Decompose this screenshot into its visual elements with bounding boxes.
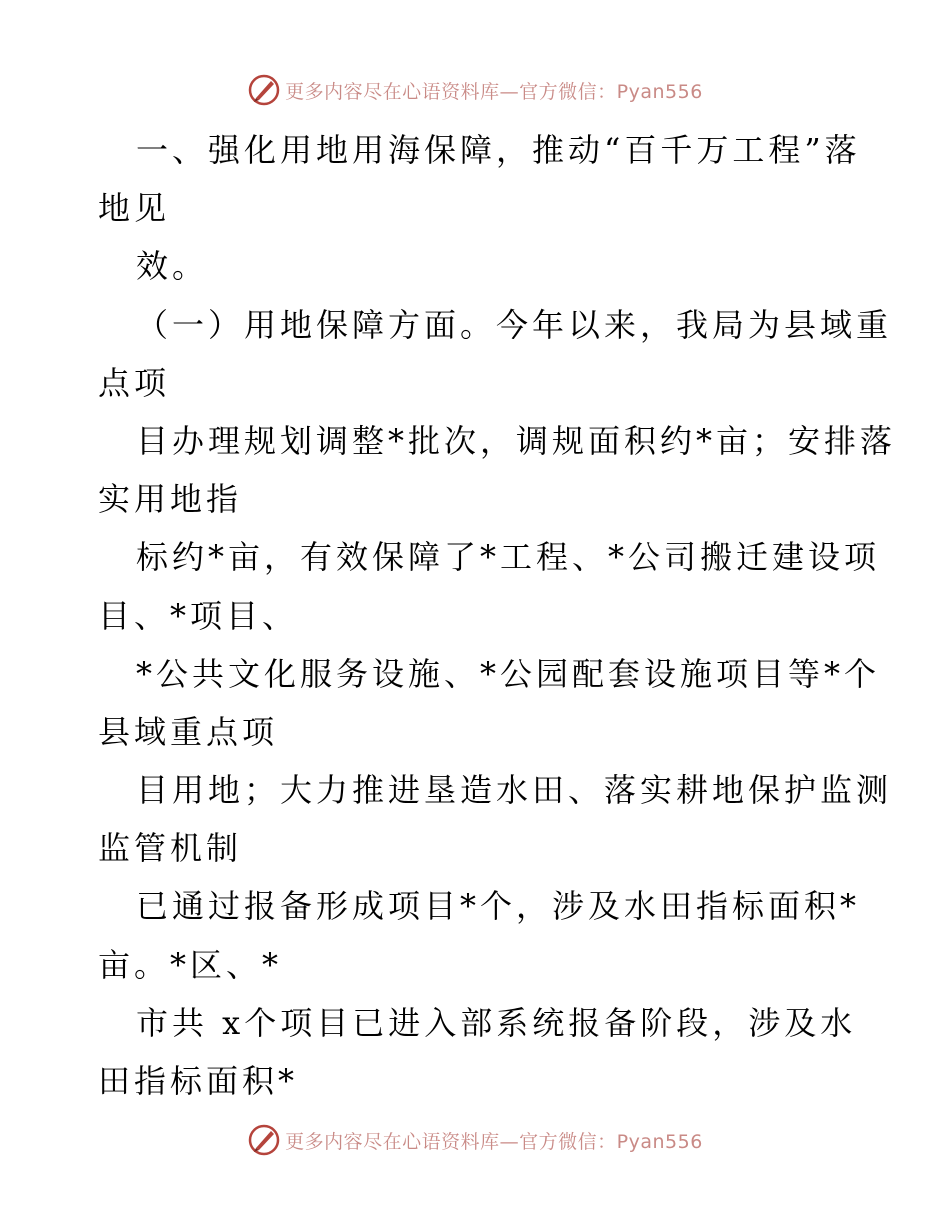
text-line: 地见 xyxy=(98,189,171,228)
text-line: 实用地指 xyxy=(98,480,243,519)
text-line: （一）用地保障方面。今年以来，我局为县域重 xyxy=(136,305,893,344)
text-line: *公共文化服务设施、*公园配套设施项目等*个 xyxy=(136,654,881,693)
quill-logo-icon xyxy=(247,1123,281,1157)
text-line: 标约*亩，有效保障了*工程、*公司搬迁建设项 xyxy=(136,538,881,577)
watermark-text: 更多内容尽在心语资料库—官方微信：Pyan556 xyxy=(285,1130,703,1153)
text-line: 效。 xyxy=(136,247,209,286)
text-line: 目用地；大力推进垦造水田、落实耕地保护监测 xyxy=(136,771,893,810)
text-line: 目办理规划调整*批次，调规面积约*亩；安排落 xyxy=(136,421,897,460)
watermark-text: 更多内容尽在心语资料库—官方微信：Pyan556 xyxy=(285,80,703,103)
quill-logo-icon xyxy=(247,73,281,107)
text-line: 已通过报备形成项目*个，涉及水田指标面积* xyxy=(136,887,861,926)
text-line: 田指标面积* xyxy=(98,1062,299,1100)
text-line: 目、*项目、 xyxy=(98,596,299,635)
watermark-id: Pyan556 xyxy=(616,80,703,103)
text-line: 一、强化用地用海保障，推动“百千万工程”落 xyxy=(136,131,861,169)
text-line: 县域重点项 xyxy=(98,712,279,751)
footer-watermark xyxy=(0,1120,950,1160)
text-line: 监管机制 xyxy=(98,829,243,868)
header-watermark xyxy=(0,70,950,110)
document-body xyxy=(98,121,897,1110)
text-line: 点项 xyxy=(98,363,171,402)
watermark-id: Pyan556 xyxy=(616,1130,703,1153)
text-line: 亩。*区、* xyxy=(98,945,283,984)
text-line: 市共 x个项目已进入部系统报备阶段，涉及水 xyxy=(136,1003,857,1042)
